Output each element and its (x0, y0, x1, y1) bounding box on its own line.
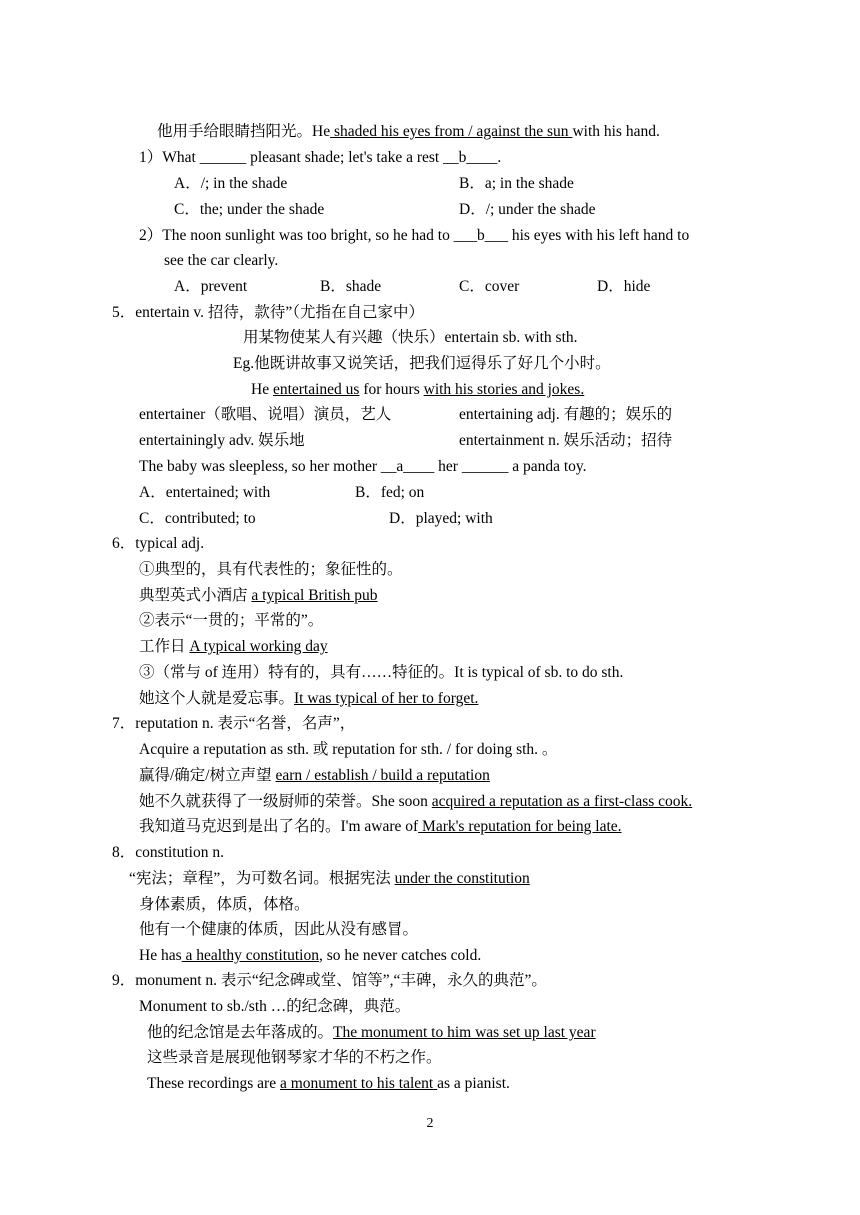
text: 工作日 (139, 638, 190, 655)
exercise-question-cont: see the car clearly. (164, 252, 279, 269)
text: as a pianist. (437, 1075, 510, 1092)
word-form: entertaining adj. 有趣的；娱乐的 (459, 406, 673, 423)
underlined-text: The monument to him was set up last year (333, 1024, 596, 1041)
exercise-question: The baby was sleepless, so her mother __a____ her ______ a panda toy. (139, 458, 587, 475)
text: with his hand. (572, 123, 660, 140)
option: A．/; in the shade (174, 175, 288, 192)
text: 他的纪念馆是去年落成的。 (147, 1024, 334, 1041)
option: B．fed; on (355, 484, 425, 501)
exercise-question: 1）What ______ pleasant shade; let's take a rest __b____. (139, 149, 502, 166)
text-line: 身体素质，体质，体格。 (139, 896, 310, 913)
text-line: 他有一个健康的体质，因此从没有感冒。 (139, 921, 419, 938)
text: 典型英式小酒店 (139, 587, 252, 604)
text-line: 这些录音是展现他钢琴家才华的不朽之作。 (147, 1049, 442, 1066)
word-form: entertainingly adv. 娱乐地 (139, 432, 305, 449)
option: D．played; with (389, 510, 493, 527)
option: C．cover (459, 278, 520, 295)
vocab-heading-reputation: 7．reputation n. 表示“名誉，名声”， (112, 715, 356, 732)
option: D．/; under the shade (459, 201, 596, 218)
text-line: Monument to sb./sth …的纪念碑，典范。 (139, 998, 411, 1015)
option: D．hide (597, 278, 651, 295)
example-sentence (139, 586, 378, 606)
text: 他用手给眼睛挡阳光。He (157, 123, 331, 140)
underlined-text: earn / establish / build a reputation (275, 767, 490, 784)
text: 她不久就获得了一级厨师的荣誉。She soon (139, 793, 432, 810)
underlined-text: entertained us (272, 381, 360, 398)
option: C．contributed; to (139, 510, 256, 527)
option: A．prevent (174, 278, 248, 295)
text-line: Acquire a reputation as sth. 或 reputation for sth. / for doing sth. 。 (139, 741, 558, 758)
text-line: 用某物使某人有兴趣（快乐）entertain sb. with sth. (243, 329, 578, 346)
example-sentence (147, 1074, 510, 1094)
example-sentence (251, 380, 584, 400)
text: 她这个人就是爱忘事。 (139, 690, 295, 707)
underlined-text: A typical working day (189, 638, 328, 655)
text-line: ②表示“一贯的；平常的”。 (139, 612, 324, 629)
example-sentence (139, 689, 478, 709)
text-line: ①典型的，具有代表性的；象征性的。 (139, 561, 403, 578)
vocab-heading-entertain: 5．entertain v. 招待，款待”（尤指在自己家中） (112, 304, 424, 321)
vocab-heading-typical: 6．typical adj. (112, 535, 205, 552)
vocab-heading-constitution: 8．constitution n. (112, 844, 224, 861)
example-shade-sentence (157, 122, 660, 142)
option: B．shade (320, 278, 382, 295)
text-line: Eg.他既讲故事又说笑话，把我们逗得乐了好几个小时。 (233, 355, 611, 372)
text: “宪法；章程”，为可数名词。根据宪法 (129, 870, 395, 887)
example-sentence (129, 869, 530, 889)
underlined-text: acquired a reputation as a first-class cook. (431, 793, 693, 810)
text: , so he never catches cold. (318, 947, 482, 964)
text: for hours (359, 381, 424, 398)
example-sentence (139, 637, 328, 657)
underlined-text: under the constitution (394, 870, 530, 887)
option: C．the; under the shade (174, 201, 325, 218)
option: A．entertained; with (139, 484, 271, 501)
example-sentence (139, 817, 622, 837)
underlined-text: with his stories and jokes. (423, 381, 585, 398)
text: 赢得/确定/树立声望 (139, 767, 276, 784)
underlined-text: Mark's reputation for being late. (418, 818, 622, 835)
underlined-text: a healthy constitution (181, 947, 319, 964)
underlined-text: a typical British pub (251, 587, 378, 604)
example-sentence (139, 766, 490, 786)
option: B．a; in the shade (459, 175, 574, 192)
word-form: entertainer（歌唱、说唱）演员，艺人 (139, 406, 392, 423)
text: He (251, 381, 273, 398)
vocab-heading-monument: 9．monument n. 表示“纪念碑或堂、馆等”,“丰碑，永久的典范”。 (112, 972, 547, 989)
underlined-text: a monument to his talent (279, 1075, 438, 1092)
underlined-text: It was typical of her to forget. (294, 690, 479, 707)
text: These recordings are (147, 1075, 280, 1092)
example-sentence (139, 792, 692, 812)
word-form: entertainment n. 娱乐活动；招待 (459, 432, 673, 449)
exercise-question: 2）The noon sunlight was too bright, so he had to ___b___ his eyes with his left hand to (139, 227, 690, 244)
text: He has (139, 947, 182, 964)
text: 我知道马克迟到是出了名的。I'm aware of (139, 818, 419, 835)
underlined-text: shaded his eyes from / against the sun (330, 123, 573, 140)
text-line: ③（常与 of 连用）特有的，具有……特征的。It is typical of sb. to do sth. (139, 664, 624, 681)
page-number: 2 (426, 1116, 434, 1131)
example-sentence (147, 1023, 596, 1043)
example-sentence (139, 946, 481, 966)
